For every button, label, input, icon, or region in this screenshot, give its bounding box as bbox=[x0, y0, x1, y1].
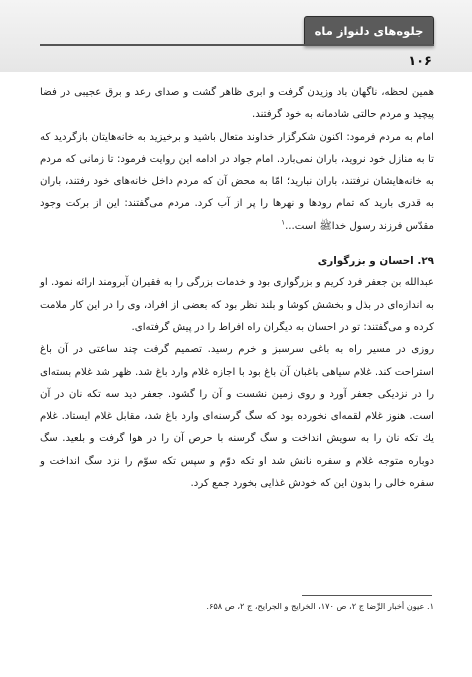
section-paragraph-1: عبدالله بن جعفر فرد کریم و بزرگواری بود و خدمات بزرگی را به فقیران آبرومند ارائه نمود. او به اندازه‌ای در بذل و بخشش کوشا و بلند نظر بود که بعضی از افراد، وی را در این کار ملامت کرده و می‌گفتند: تو در احسان به دیگران راه افراط را در پیش گرفته‌ای. bbox=[40, 277, 434, 333]
body-text bbox=[40, 82, 434, 495]
header-rule bbox=[40, 44, 434, 46]
intro-paragraph-2-text: امام به مردم فرمود: اکنون شکرگزار خداوند متعال باشید و برخیزید به خانه‌هایتان بازگردید که تا به منازل خود نروید، باران نمی‌بارد. امام جواد در ادامه این روایت فرمود: تا زمانی که مردم به خانه‌هایشان نرفتند، باران نبارید؛ امّا به محض آن که مردم داخل خانه‌های خود رفتند، باران به قدری بارید که تمام رودها و نهرها را پر از آب کرد. مردم می‌گفتند: این از برکت وجود مقدّس فرزند رسول خدا‌ﷺ است... bbox=[40, 131, 434, 232]
footnote-marker: ۱ bbox=[281, 218, 286, 227]
intro-paragraph-1: همین لحظه، ناگهان باد وزیدن گرفت و ابری ظاهر گشت و صدای رعد و برق عجیبی در فضا پیچید و مردم حالتی شادمانه به خود گرفتند. bbox=[40, 87, 434, 121]
footnote-rule bbox=[302, 595, 432, 596]
footnote: ۱. عیون أخبار الرِّضا ج ۲، ص ۱۷۰، الخرایج و الجرایح، ج ۲، ص ۶۵۸. bbox=[206, 601, 434, 611]
intro-paragraph-2 bbox=[40, 127, 434, 238]
running-title: جلوه‌های دلنواز ماه bbox=[314, 24, 424, 38]
section-heading: ۲۹. احسان و بزرگواری bbox=[317, 255, 434, 268]
section-paragraph-2: روزی در مسیر راه به باغی سرسبز و خرم رسید. تصمیم گرفت چند ساعتی در آن باغ استراحت کند. غلام سیاهی باغبان آن باغ بود با اجازه غلام وارد باغ شد. ظهر شد غلام بسته‌ای را در نزدیکی جعفر آورد و روی زمین نشست و آن را گشود. جعفر دید سه تکه نان در آن است. هنوز غلام لقمه‌ای نخورده بود که سگ گرسنه‌ای وارد باغ شد، مقابل غلام ایستاد. غلام یك تکه نان را به سویش انداخت و سگ گرسنه با حرص آن را در هوا گرفت و بلعید. سگ دوباره متوجه غلام و سفره نانش شد او تکه دوّم و سپس تکه سوّم را نزد سگ انداخت و سفره خالی را بدون این که خودش غذایی بخورد جمع کرد. bbox=[40, 344, 434, 490]
running-title-tab bbox=[304, 16, 434, 46]
page-number: ۱۰۶ bbox=[408, 54, 432, 69]
